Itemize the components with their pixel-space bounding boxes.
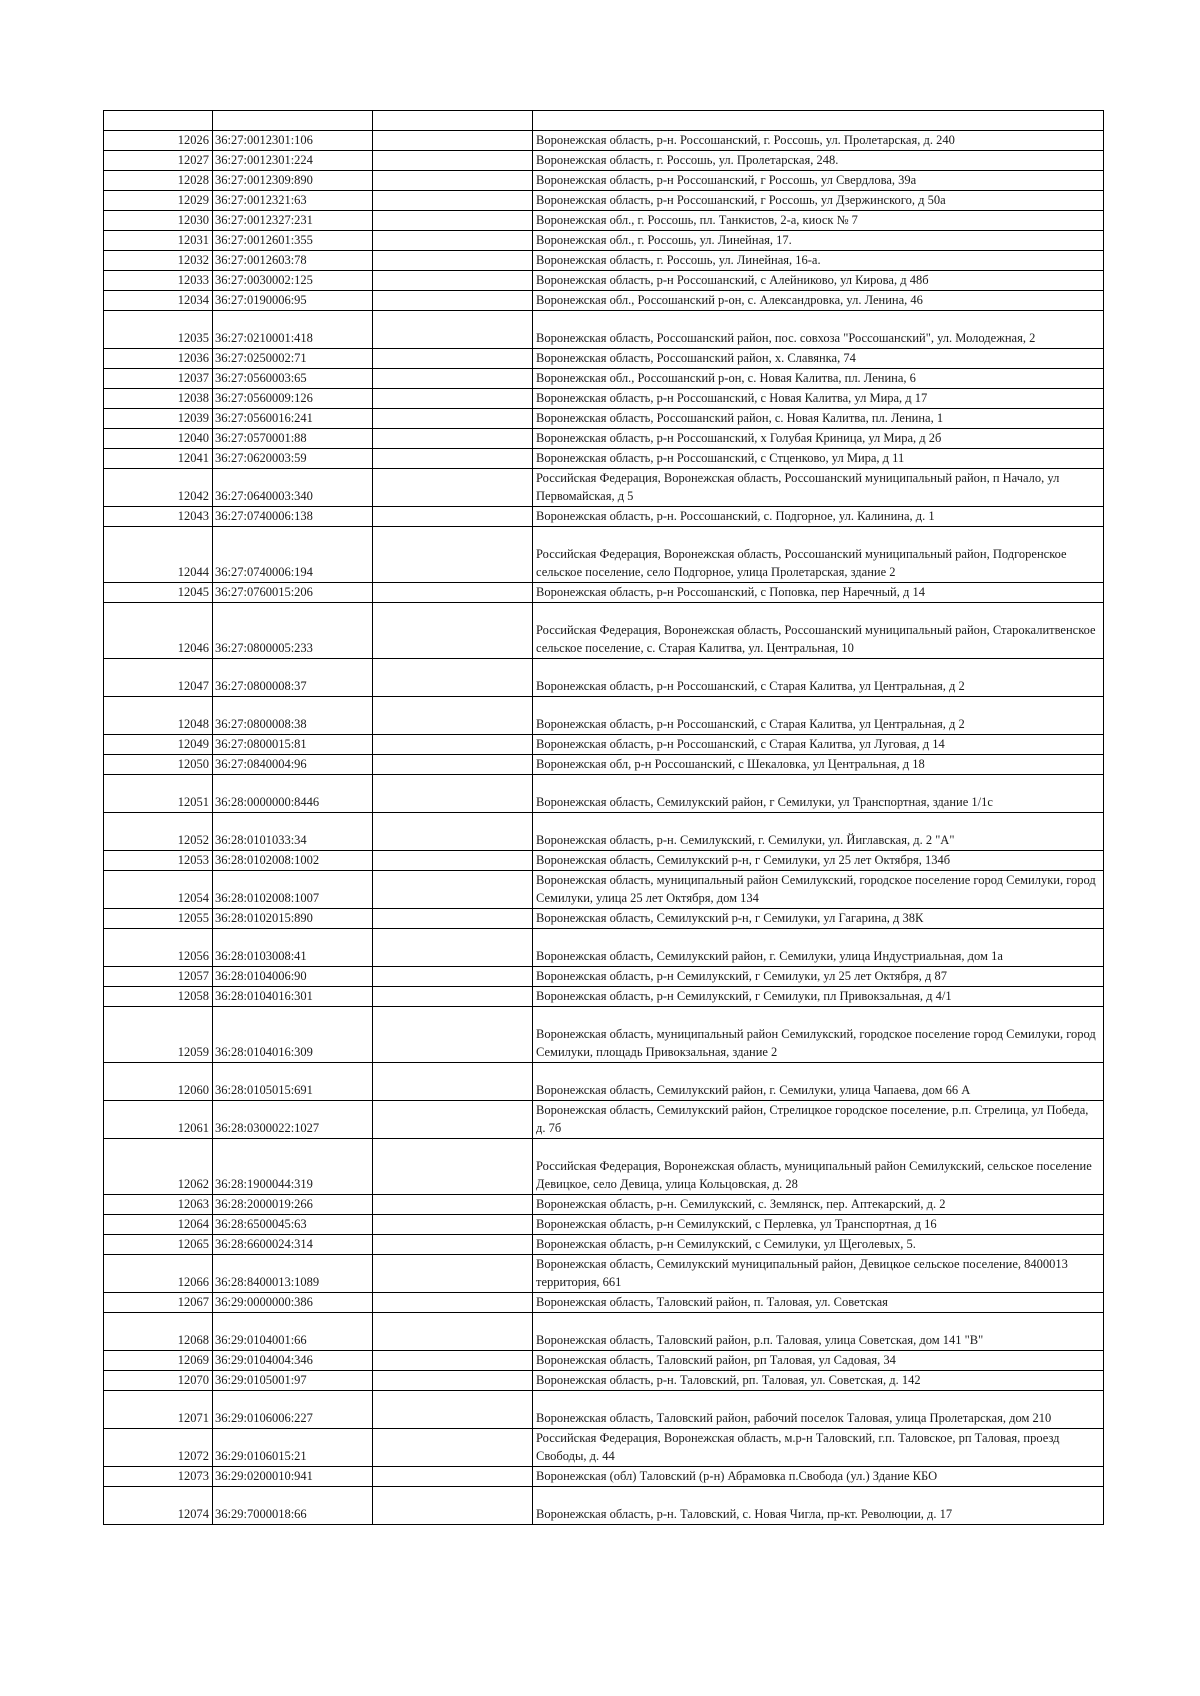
- empty-cell: [373, 1351, 533, 1371]
- row-number: 12058: [104, 987, 213, 1007]
- table-row: [104, 291, 1104, 311]
- table-row: [104, 251, 1104, 271]
- row-number: 12062: [104, 1139, 213, 1195]
- cadastral-number: 36:27:0012601:355: [213, 231, 373, 251]
- cadastral-number: 36:29:7000018:66: [213, 1487, 373, 1525]
- address-cell: Воронежская область, р-н Россошанский, х Голубая Криница, ул Мира, д 2б: [533, 429, 1104, 449]
- row-number: 12028: [104, 171, 213, 191]
- records-table-body: [104, 111, 1104, 1525]
- table-row: [104, 603, 1104, 659]
- empty-cell: [373, 271, 533, 291]
- empty-cell: [373, 909, 533, 929]
- empty-cell: [373, 1391, 533, 1429]
- table-row: [104, 429, 1104, 449]
- table-row: [104, 1391, 1104, 1429]
- address-cell: Воронежская область, р-н. Россошанский, с. Подгорное, ул. Калинина, д. 1: [533, 507, 1104, 527]
- table-row: [104, 1429, 1104, 1467]
- table-row: [104, 1139, 1104, 1195]
- cadastral-number: 36:29:0106006:227: [213, 1391, 373, 1429]
- empty-cell: [373, 851, 533, 871]
- cadastral-number: 36:27:0740006:194: [213, 527, 373, 583]
- table-row: [104, 449, 1104, 469]
- address-cell: Воронежская область, р-н Семилукский, г Семилуки, ул 25 лет Октября, д 87: [533, 967, 1104, 987]
- empty-cell: [373, 1139, 533, 1195]
- empty-cell: [373, 987, 533, 1007]
- address-cell: Воронежская обл., Россошанский р-он, с. Новая Калитва, пл. Ленина, 6: [533, 369, 1104, 389]
- address-cell: Воронежская обл, р-н Россошанский, с Шекаловка, ул Центральная, д 18: [533, 755, 1104, 775]
- empty-cell: [373, 929, 533, 967]
- cadastral-number: 36:28:6500045:63: [213, 1215, 373, 1235]
- address-cell: Воронежская область, Семилукский муниципальный район, Девицкое сельское поселение, 8400013 территория, 661: [533, 1255, 1104, 1293]
- cadastral-number: 36:28:2000019:266: [213, 1195, 373, 1215]
- empty-cell: [373, 1467, 533, 1487]
- table-row: [104, 507, 1104, 527]
- address-cell: Воронежская область, Россошанский район, с. Новая Калитва, пл. Ленина, 1: [533, 409, 1104, 429]
- cadastral-number: 36:27:0800005:233: [213, 603, 373, 659]
- address-cell: Воронежская область, р-н Россошанский, с Старая Калитва, ул Центральная, д 2: [533, 659, 1104, 697]
- empty-cell: [373, 211, 533, 231]
- row-number: 12047: [104, 659, 213, 697]
- row-number: 12026: [104, 131, 213, 151]
- empty-cell: [373, 409, 533, 429]
- row-number: 12056: [104, 929, 213, 967]
- row-number: 12066: [104, 1255, 213, 1293]
- table-row: [104, 211, 1104, 231]
- row-number: 12044: [104, 527, 213, 583]
- empty-cell: [373, 389, 533, 409]
- row-number: 12074: [104, 1487, 213, 1525]
- empty-cell: [373, 659, 533, 697]
- table-row: [104, 469, 1104, 507]
- row-number: 12071: [104, 1391, 213, 1429]
- table-row: [104, 1101, 1104, 1139]
- row-number: 12037: [104, 369, 213, 389]
- cadastral-number: 36:29:0105001:97: [213, 1371, 373, 1391]
- empty-cell: [104, 111, 213, 131]
- address-cell: Воронежская обл., Россошанский р-он, с. Александровка, ул. Ленина, 46: [533, 291, 1104, 311]
- table-row: [104, 1487, 1104, 1525]
- table-row: [104, 1063, 1104, 1101]
- table-row: [104, 1235, 1104, 1255]
- address-cell: Воронежская обл., г. Россошь, пл. Танкистов, 2-а, киоск № 7: [533, 211, 1104, 231]
- cadastral-number: 36:28:6600024:314: [213, 1235, 373, 1255]
- cadastral-number: 36:27:0800008:38: [213, 697, 373, 735]
- table-row: [104, 1351, 1104, 1371]
- table-row: [104, 755, 1104, 775]
- row-number: 12039: [104, 409, 213, 429]
- empty-cell: [373, 603, 533, 659]
- table-row: [104, 697, 1104, 735]
- row-number: 12035: [104, 311, 213, 349]
- empty-cell: [373, 735, 533, 755]
- empty-cell: [373, 231, 533, 251]
- table-row: [104, 1293, 1104, 1313]
- address-cell: Российская Федерация, Воронежская область, Россошанский муниципальный район, Подгоренское сельское поселение, село Подгорное, улица Пролетарская, здание 2: [533, 527, 1104, 583]
- empty-cell: [373, 1195, 533, 1215]
- empty-cell: [373, 755, 533, 775]
- address-cell: Воронежская область, Семилукский район, г Семилуки, ул Транспортная, здание 1/1с: [533, 775, 1104, 813]
- empty-cell: [373, 469, 533, 507]
- cadastral-number: 36:28:0103008:41: [213, 929, 373, 967]
- address-cell: Воронежская область, р-н Россошанский, с Алейниково, ул Кирова, д 48б: [533, 271, 1104, 291]
- empty-cell: [373, 111, 533, 131]
- address-cell: Воронежская область, Таловский район, рп Таловая, ул Садовая, 34: [533, 1351, 1104, 1371]
- cadastral-number: 36:29:0104004:346: [213, 1351, 373, 1371]
- table-row: [104, 987, 1104, 1007]
- empty-cell: [373, 583, 533, 603]
- cadastral-number: 36:28:0104016:301: [213, 987, 373, 1007]
- address-cell: Воронежская область, Семилукский район, г. Семилуки, улица Индустриальная, дом 1а: [533, 929, 1104, 967]
- row-number: 12054: [104, 871, 213, 909]
- table-row: [104, 271, 1104, 291]
- cadastral-number: 36:28:0300022:1027: [213, 1101, 373, 1139]
- address-cell: Воронежская область, муниципальный район Семилукский, городское поселение город Семилуки, город Семилуки, улица 25 лет Октября, дом 134: [533, 871, 1104, 909]
- row-number: 12053: [104, 851, 213, 871]
- empty-cell: [373, 1101, 533, 1139]
- row-number: 12038: [104, 389, 213, 409]
- empty-cell: [373, 1255, 533, 1293]
- address-cell: Воронежская область, г. Россошь, ул. Пролетарская, 248.: [533, 151, 1104, 171]
- empty-cell: [373, 1487, 533, 1525]
- cadastral-number: 36:27:0250002:71: [213, 349, 373, 369]
- table-row: [104, 1371, 1104, 1391]
- empty-cell: [213, 111, 373, 131]
- row-number: 12052: [104, 813, 213, 851]
- table-row: [104, 851, 1104, 871]
- empty-cell: [373, 131, 533, 151]
- row-number: 12051: [104, 775, 213, 813]
- empty-cell: [373, 311, 533, 349]
- row-number: 12031: [104, 231, 213, 251]
- row-number: 12032: [104, 251, 213, 271]
- cadastral-number: 36:28:0102015:890: [213, 909, 373, 929]
- cadastral-number: 36:29:0200010:941: [213, 1467, 373, 1487]
- address-cell: Воронежская область, Семилукский р-н, г Семилуки, ул Гагарина, д 38К: [533, 909, 1104, 929]
- empty-cell: [373, 171, 533, 191]
- row-number: 12072: [104, 1429, 213, 1467]
- cadastral-number: 36:27:0012301:224: [213, 151, 373, 171]
- row-number: 12042: [104, 469, 213, 507]
- row-number: 12050: [104, 755, 213, 775]
- cadastral-number: 36:28:0105015:691: [213, 1063, 373, 1101]
- cadastral-number: 36:27:0012301:106: [213, 131, 373, 151]
- table-row: [104, 1467, 1104, 1487]
- address-cell: Воронежская область, Таловский район, рабочий поселок Таловая, улица Пролетарская, дом 210: [533, 1391, 1104, 1429]
- table-row: [104, 1313, 1104, 1351]
- table-row: [104, 929, 1104, 967]
- address-cell: Российская Федерация, Воронежская область, Россошанский муниципальный район, Старокалитвенское сельское поселение, с. Старая Калитва, ул. Центральная, 10: [533, 603, 1104, 659]
- records-table: [103, 110, 1104, 1525]
- row-number: 12040: [104, 429, 213, 449]
- empty-cell: [373, 349, 533, 369]
- row-number: 12033: [104, 271, 213, 291]
- cadastral-number: 36:28:0102008:1002: [213, 851, 373, 871]
- table-row: [104, 369, 1104, 389]
- cadastral-number: 36:28:0000000:8446: [213, 775, 373, 813]
- empty-cell: [373, 291, 533, 311]
- row-number: 12027: [104, 151, 213, 171]
- address-cell: Воронежская область, Таловский район, р.п. Таловая, улица Советская, дом 141 "В": [533, 1313, 1104, 1351]
- address-cell: Воронежская область, р-н Семилукский, с Семилуки, ул Щеголевых, 5.: [533, 1235, 1104, 1255]
- cadastral-number: 36:29:0104001:66: [213, 1313, 373, 1351]
- row-number: 12065: [104, 1235, 213, 1255]
- address-cell: Воронежская область, Семилукский район, Стрелицкое городское поселение, р.п. Стрелица, ул Победа, д. 7б: [533, 1101, 1104, 1139]
- empty-cell: [373, 1215, 533, 1235]
- cadastral-number: 36:27:0560003:65: [213, 369, 373, 389]
- address-cell: Воронежская область, р-н Россошанский, с Стценково, ул Мира, д 11: [533, 449, 1104, 469]
- empty-cell: [373, 967, 533, 987]
- cadastral-number: 36:27:0560016:241: [213, 409, 373, 429]
- address-cell: Воронежская область, р-н Семилукский, г Семилуки, пл Привокзальная, д 4/1: [533, 987, 1104, 1007]
- table-row: [104, 735, 1104, 755]
- empty-cell: [373, 429, 533, 449]
- cadastral-number: 36:27:0800015:81: [213, 735, 373, 755]
- table-row: [104, 813, 1104, 851]
- row-number: 12069: [104, 1351, 213, 1371]
- address-cell: Воронежская обл., г. Россошь, ул. Линейная, 17.: [533, 231, 1104, 251]
- address-cell: Воронежская область, р-н. Таловский, рп. Таловая, ул. Советская, д. 142: [533, 1371, 1104, 1391]
- address-cell: Воронежская область, р-н Россошанский, с Поповка, пер Наречный, д 14: [533, 583, 1104, 603]
- address-cell: Воронежская (обл) Таловский (р-н) Абрамовка п.Свобода (ул.) Здание КБО: [533, 1467, 1104, 1487]
- cadastral-number: 36:29:0000000:386: [213, 1293, 373, 1313]
- table-row: [104, 409, 1104, 429]
- table-row: [104, 389, 1104, 409]
- table-row: [104, 527, 1104, 583]
- table-row: [104, 1007, 1104, 1063]
- table-row: [104, 775, 1104, 813]
- address-cell: Воронежская область, Россошанский район, х. Славянка, 74: [533, 349, 1104, 369]
- row-number: 12045: [104, 583, 213, 603]
- empty-cell: [373, 1007, 533, 1063]
- empty-cell: [373, 1371, 533, 1391]
- cadastral-number: 36:27:0190006:95: [213, 291, 373, 311]
- row-number: 12043: [104, 507, 213, 527]
- row-number: 12057: [104, 967, 213, 987]
- table-row: [104, 1215, 1104, 1235]
- empty-cell: [373, 1235, 533, 1255]
- table-row: [104, 349, 1104, 369]
- address-cell: Воронежская область, Семилукский район, г. Семилуки, улица Чапаева, дом 66 А: [533, 1063, 1104, 1101]
- address-cell: Воронежская область, р-н Россошанский, с Старая Калитва, ул Центральная, д 2: [533, 697, 1104, 735]
- cadastral-number: 36:28:1900044:319: [213, 1139, 373, 1195]
- address-cell: Российская Федерация, Воронежская область, Россошанский муниципальный район, п Начало, ул Первомайская, д 5: [533, 469, 1104, 507]
- cadastral-number: 36:27:0620003:59: [213, 449, 373, 469]
- address-cell: Воронежская область, р-н. Таловский, с. Новая Чигла, пр-кт. Революции, д. 17: [533, 1487, 1104, 1525]
- cadastral-number: 36:27:0012327:231: [213, 211, 373, 231]
- row-number: 12034: [104, 291, 213, 311]
- empty-cell: [373, 151, 533, 171]
- row-number: 12060: [104, 1063, 213, 1101]
- empty-cell: [373, 1063, 533, 1101]
- row-number: 12055: [104, 909, 213, 929]
- table-row: [104, 231, 1104, 251]
- row-number: 12048: [104, 697, 213, 735]
- address-cell: Российская Федерация, Воронежская область, муниципальный район Семилукский, сельское поселение Девицкое, село Девица, улица Кольцовская, д. 28: [533, 1139, 1104, 1195]
- address-cell: Воронежская область, р-н. Семилукский, г. Семилуки, ул. Йиглавская, д. 2 "А": [533, 813, 1104, 851]
- row-number: 12063: [104, 1195, 213, 1215]
- row-number: 12041: [104, 449, 213, 469]
- row-number: 12029: [104, 191, 213, 211]
- empty-cell: [373, 1313, 533, 1351]
- address-cell: Воронежская область, р-н. Семилукский, с. Землянск, пер. Аптекарский, д. 2: [533, 1195, 1104, 1215]
- cadastral-number: 36:27:0760015:206: [213, 583, 373, 603]
- empty-cell: [373, 449, 533, 469]
- row-number: 12064: [104, 1215, 213, 1235]
- table-row: [104, 967, 1104, 987]
- row-number: 12073: [104, 1467, 213, 1487]
- empty-cell: [373, 251, 533, 271]
- address-cell: Воронежская область, р-н Россошанский, г Россошь, ул Дзержинского, д 50а: [533, 191, 1104, 211]
- cadastral-number: 36:27:0012321:63: [213, 191, 373, 211]
- cadastral-number: 36:28:0104016:309: [213, 1007, 373, 1063]
- row-number: 12070: [104, 1371, 213, 1391]
- empty-cell: [373, 697, 533, 735]
- empty-cell: [373, 369, 533, 389]
- empty-cell: [373, 1293, 533, 1313]
- table-row: [104, 659, 1104, 697]
- empty-cell: [373, 507, 533, 527]
- table-row: [104, 583, 1104, 603]
- row-number: 12061: [104, 1101, 213, 1139]
- address-cell: Воронежская область, Семилукский р-н, г Семилуки, ул 25 лет Октября, 134б: [533, 851, 1104, 871]
- empty-cell: [373, 527, 533, 583]
- table-row: [104, 1195, 1104, 1215]
- address-cell: Воронежская область, Таловский район, п. Таловая, ул. Советская: [533, 1293, 1104, 1313]
- address-cell: Воронежская область, р-н Россошанский, г Россошь, ул Свердлова, 39а: [533, 171, 1104, 191]
- empty-cell: [373, 191, 533, 211]
- cadastral-number: 36:28:8400013:1089: [213, 1255, 373, 1293]
- row-number: 12030: [104, 211, 213, 231]
- address-cell: Воронежская область, р-н Семилукский, с Перлевка, ул Транспортная, д 16: [533, 1215, 1104, 1235]
- cadastral-number: 36:27:0210001:418: [213, 311, 373, 349]
- row-number: 12036: [104, 349, 213, 369]
- row-number: 12059: [104, 1007, 213, 1063]
- cadastral-number: 36:28:0101033:34: [213, 813, 373, 851]
- cadastral-number: 36:27:0012309:890: [213, 171, 373, 191]
- row-number: 12046: [104, 603, 213, 659]
- cadastral-number: 36:28:0104006:90: [213, 967, 373, 987]
- table-row: [104, 311, 1104, 349]
- row-number: 12068: [104, 1313, 213, 1351]
- table-row: [104, 871, 1104, 909]
- cadastral-number: 36:27:0560009:126: [213, 389, 373, 409]
- cadastral-number: 36:27:0840004:96: [213, 755, 373, 775]
- empty-cell: [373, 871, 533, 909]
- empty-cell: [373, 813, 533, 851]
- table-row: [104, 171, 1104, 191]
- cadastral-number: 36:27:0012603:78: [213, 251, 373, 271]
- table-top-row: [104, 111, 1104, 131]
- cadastral-number: 36:27:0640003:340: [213, 469, 373, 507]
- address-cell: Воронежская область, муниципальный район Семилукский, городское поселение город Семилуки, город Семилуки, площадь Привокзальная, здание 2: [533, 1007, 1104, 1063]
- address-cell: Воронежская область, г. Россошь, ул. Линейная, 16-а.: [533, 251, 1104, 271]
- cadastral-number: 36:28:0102008:1007: [213, 871, 373, 909]
- empty-cell: [373, 775, 533, 813]
- cadastral-number: 36:27:0740006:138: [213, 507, 373, 527]
- row-number: 12049: [104, 735, 213, 755]
- cadastral-number: 36:29:0106015:21: [213, 1429, 373, 1467]
- empty-cell: [533, 111, 1104, 131]
- cadastral-number: 36:27:0570001:88: [213, 429, 373, 449]
- address-cell: Российская Федерация, Воронежская область, м.р-н Таловский, г.п. Таловское, рп Таловая, проезд Свободы, д. 44: [533, 1429, 1104, 1467]
- row-number: 12067: [104, 1293, 213, 1313]
- cadastral-number: 36:27:0800008:37: [213, 659, 373, 697]
- table-row: [104, 131, 1104, 151]
- cadastral-number: 36:27:0030002:125: [213, 271, 373, 291]
- table-row: [104, 191, 1104, 211]
- table-row: [104, 151, 1104, 171]
- table-row: [104, 909, 1104, 929]
- address-cell: Воронежская область, р-н Россошанский, с Новая Калитва, ул Мира, д 17: [533, 389, 1104, 409]
- address-cell: Воронежская область, р-н Россошанский, с Старая Калитва, ул Луговая, д 14: [533, 735, 1104, 755]
- address-cell: Воронежская область, р-н. Россошанский, г. Россошь, ул. Пролетарская, д. 240: [533, 131, 1104, 151]
- empty-cell: [373, 1429, 533, 1467]
- table-row: [104, 1255, 1104, 1293]
- address-cell: Воронежская область, Россошанский район, пос. совхоза "Россошанский", ул. Молодежная, 2: [533, 311, 1104, 349]
